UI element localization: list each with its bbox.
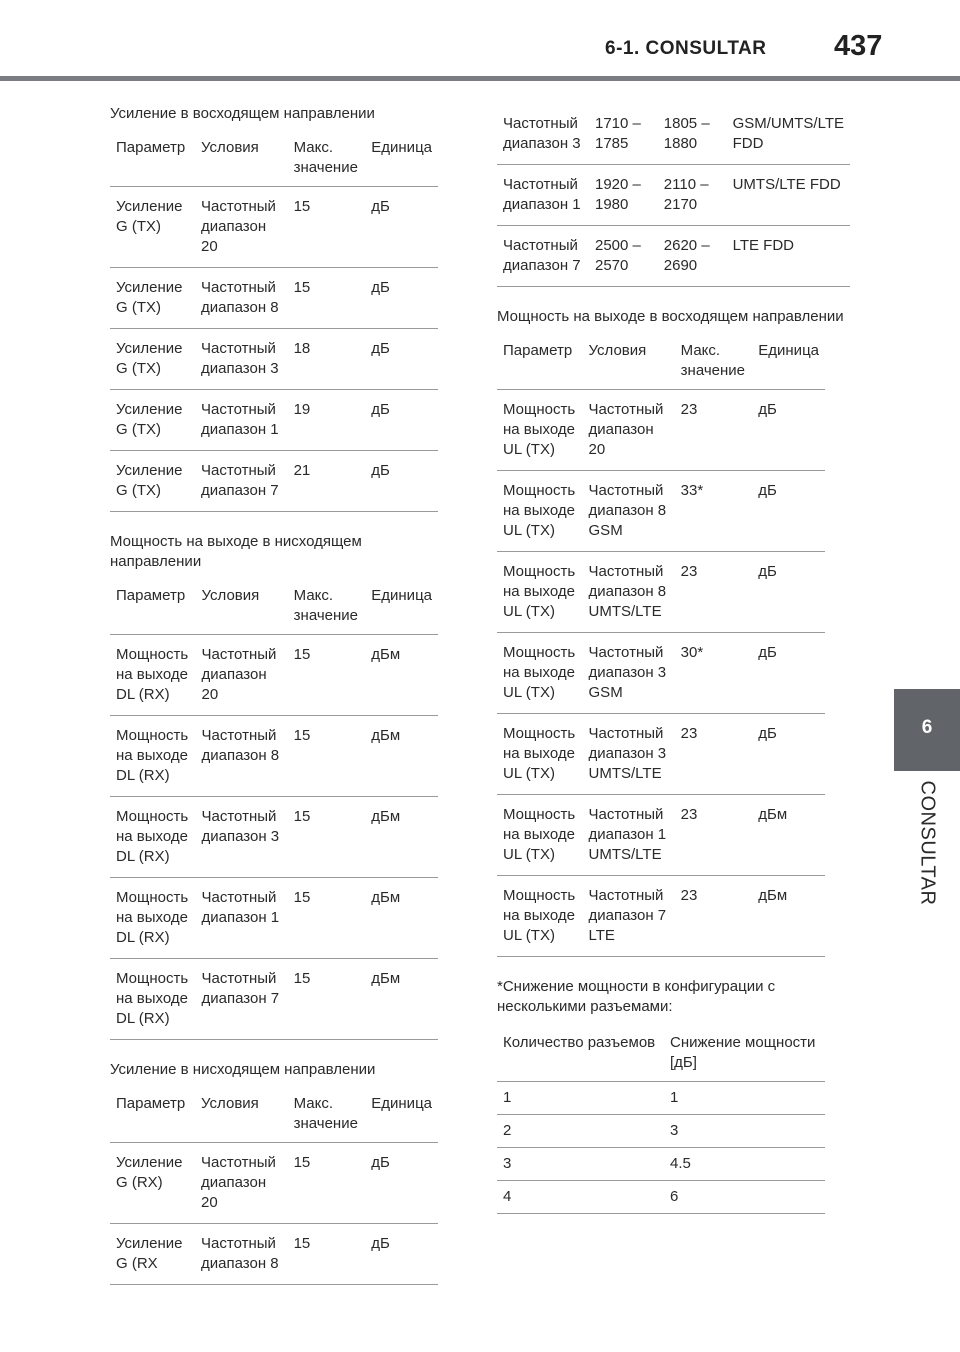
col-header: Единица [365, 134, 438, 187]
rx-gain-table [110, 1090, 438, 1285]
cell: 2500 – 2570 [589, 226, 658, 287]
table-row [110, 635, 438, 716]
col-header: Количество разъемов [497, 1029, 664, 1082]
cell: 23 [675, 552, 753, 633]
table-row [110, 797, 438, 878]
page-number: 437 [834, 30, 883, 62]
cell: Усиление G (TX) [110, 390, 195, 451]
right-column [497, 104, 850, 1214]
header-rule [0, 76, 960, 81]
cell: 3 [664, 1115, 825, 1148]
table-row [497, 1115, 825, 1148]
cell: Частотный диапазон 1 UMTS/LTE [583, 795, 675, 876]
col-header: Единица [365, 1090, 438, 1143]
table-row [497, 165, 850, 226]
chapter-side-label: CONSULTAR [916, 780, 939, 906]
col-header: Параметр [110, 134, 195, 187]
table-row [497, 633, 825, 714]
cell: 1 [497, 1082, 664, 1115]
table-row [497, 552, 825, 633]
col-header: Макс. значение [675, 337, 753, 390]
cell: 23 [675, 390, 753, 471]
rx-gain-title: Усиление в нисходящем направлении [110, 1061, 376, 1078]
cell: Частотный диапазон 3 GSM [583, 633, 675, 714]
cell: Мощность на выходе DL (RX) [110, 797, 196, 878]
cell: Частотный диапазон 20 [196, 635, 288, 716]
cell: Частотный диапазон 20 [195, 1143, 288, 1224]
cell: 15 [288, 635, 366, 716]
cell: Частотный диапазон 3 UMTS/LTE [583, 714, 675, 795]
table-header-row [497, 1029, 825, 1082]
tx-gain-title: Усиление в восходящем направлении [110, 105, 375, 122]
cell: Мощность на выходе UL (TX) [497, 633, 583, 714]
table-row [497, 226, 850, 287]
cell: 1710 – 1785 [589, 104, 658, 165]
col-header: Условия [196, 582, 288, 635]
cell: дБм [365, 716, 438, 797]
cell: Усиление G (RX) [110, 1143, 195, 1224]
page-header [0, 0, 960, 82]
cell: Усиление G (TX) [110, 268, 195, 329]
cell: дБм [365, 635, 438, 716]
cell: Мощность на выходе UL (TX) [497, 552, 583, 633]
cell: дБм [365, 959, 438, 1040]
cell: 21 [288, 451, 366, 512]
cell: 1805 – 1880 [658, 104, 727, 165]
chapter-tab [894, 689, 960, 771]
cell: Усиление G (TX) [110, 187, 195, 268]
col-header: Макс. значение [288, 1090, 366, 1143]
cell: Мощность на выходе UL (TX) [497, 714, 583, 795]
cell: 15 [288, 959, 366, 1040]
table-header-row [497, 337, 825, 390]
cell: дБ [365, 451, 438, 512]
table-row [497, 795, 825, 876]
cell: 23 [675, 876, 753, 957]
cell: 23 [675, 795, 753, 876]
cell: Мощность на выходе UL (TX) [497, 471, 583, 552]
cell: 3 [497, 1148, 664, 1181]
cell: Частотный диапазон 8 [195, 268, 288, 329]
cell: Мощность на выходе UL (TX) [497, 390, 583, 471]
col-header: Условия [195, 1090, 288, 1143]
cell: дБ [365, 1224, 438, 1285]
cell: Частотный диапазон 7 LTE [583, 876, 675, 957]
col-header: Параметр [110, 1090, 195, 1143]
cell: дБм [365, 797, 438, 878]
table-row [497, 876, 825, 957]
col-header: Параметр [497, 337, 583, 390]
cell: дБм [752, 876, 825, 957]
cell: дБм [365, 878, 438, 959]
cell: 15 [288, 878, 366, 959]
power-reduction-table [497, 1029, 825, 1214]
cell: Частотный диапазон 1 [196, 878, 288, 959]
cell: дБ [365, 268, 438, 329]
cell: Частотный диапазон 8 GSM [583, 471, 675, 552]
cell: Частотный диапазон 7 [497, 226, 589, 287]
cell: Мощность на выходе DL (RX) [110, 716, 196, 797]
col-header: Макс. значение [288, 582, 366, 635]
table-header-row [110, 582, 438, 635]
cell: дБ [752, 552, 825, 633]
cell: 15 [288, 1143, 366, 1224]
table-row [110, 268, 438, 329]
cell: Мощность на выходе DL (RX) [110, 635, 196, 716]
table-row [497, 390, 825, 471]
cell: GSM/UMTS/LTE FDD [727, 104, 850, 165]
cell: Мощность на выходе UL (TX) [497, 876, 583, 957]
table-row [110, 451, 438, 512]
cell: Частотный диапазон 7 [195, 451, 288, 512]
cell: 15 [288, 716, 366, 797]
cell: 1920 – 1980 [589, 165, 658, 226]
cell: дБ [752, 390, 825, 471]
cell: дБ [752, 714, 825, 795]
cell: LTE FDD [727, 226, 850, 287]
col-header: Условия [583, 337, 675, 390]
cell: Усиление G (RX [110, 1224, 195, 1285]
cell: Частотный диапазон 8 [196, 716, 288, 797]
cell: дБ [752, 471, 825, 552]
table-row [497, 1082, 825, 1115]
power-reduction-note: *Снижение мощности в конфигурации с несколькими разъемами: [497, 978, 776, 1015]
table-row [110, 959, 438, 1040]
cell: Частотный диапазон 8 UMTS/LTE [583, 552, 675, 633]
cell: Мощность на выходе UL (TX) [497, 795, 583, 876]
table-row [497, 714, 825, 795]
cell: дБ [365, 1143, 438, 1224]
dl-power-table [110, 582, 438, 1040]
cell: 33* [675, 471, 753, 552]
table-row [497, 1181, 825, 1214]
cell: Частотный диапазон 3 [497, 104, 589, 165]
cell: 2110 – 2170 [658, 165, 727, 226]
col-header: Единица [365, 582, 438, 635]
chapter-tab-number: 6 [921, 717, 933, 738]
cell: 30* [675, 633, 753, 714]
cell: Усиление G (TX) [110, 451, 195, 512]
cell: 15 [288, 268, 366, 329]
cell: Усиление G (TX) [110, 329, 195, 390]
cell: 1 [664, 1082, 825, 1115]
tx-gain-table [110, 134, 438, 512]
cell: Частотный диапазон 1 [195, 390, 288, 451]
chapter-title: 6-1. CONSULTAR [605, 38, 767, 59]
table-row [497, 1148, 825, 1181]
table-header-row [110, 1090, 438, 1143]
cell: 15 [288, 1224, 366, 1285]
table-row [110, 1143, 438, 1224]
cell: 6 [664, 1181, 825, 1214]
cell: 2 [497, 1115, 664, 1148]
col-header: Условия [195, 134, 288, 187]
table-row [110, 187, 438, 268]
cell: дБ [752, 633, 825, 714]
cell: 18 [288, 329, 366, 390]
cell: Частотный диапазон 7 [196, 959, 288, 1040]
table-row [110, 329, 438, 390]
cell: Частотный диапазон 3 [195, 329, 288, 390]
dl-power-title: Мощность на выходе в нисходящем направлении [110, 533, 362, 570]
col-header: Снижение мощности [дБ] [664, 1029, 825, 1082]
table-row [110, 878, 438, 959]
cell: 19 [288, 390, 366, 451]
cell: Частотный диапазон 20 [195, 187, 288, 268]
ul-power-title: Мощность на выходе в восходящем направлении [497, 308, 844, 325]
band-frequency-table [497, 104, 850, 287]
cell: UMTS/LTE FDD [727, 165, 850, 226]
cell: 2620 – 2690 [658, 226, 727, 287]
cell: дБм [752, 795, 825, 876]
cell: 15 [288, 797, 366, 878]
ul-power-table [497, 337, 825, 957]
cell: 4 [497, 1181, 664, 1214]
left-column [110, 104, 438, 1285]
cell: Мощность на выходе DL (RX) [110, 878, 196, 959]
cell: Мощность на выходе DL (RX) [110, 959, 196, 1040]
col-header: Параметр [110, 582, 196, 635]
cell: Частотный диапазон 1 [497, 165, 589, 226]
table-header-row [110, 134, 438, 187]
cell: дБ [365, 390, 438, 451]
table-row [110, 716, 438, 797]
cell: 4.5 [664, 1148, 825, 1181]
cell: Частотный диапазон 3 [196, 797, 288, 878]
cell: дБ [365, 187, 438, 268]
table-row [497, 104, 850, 165]
table-row [497, 471, 825, 552]
cell: Частотный диапазон 20 [583, 390, 675, 471]
cell: дБ [365, 329, 438, 390]
table-row [110, 1224, 438, 1285]
cell: 15 [288, 187, 366, 268]
col-header: Единица [752, 337, 825, 390]
cell: 23 [675, 714, 753, 795]
col-header: Макс. значение [288, 134, 366, 187]
table-row [110, 390, 438, 451]
cell: Частотный диапазон 8 [195, 1224, 288, 1285]
